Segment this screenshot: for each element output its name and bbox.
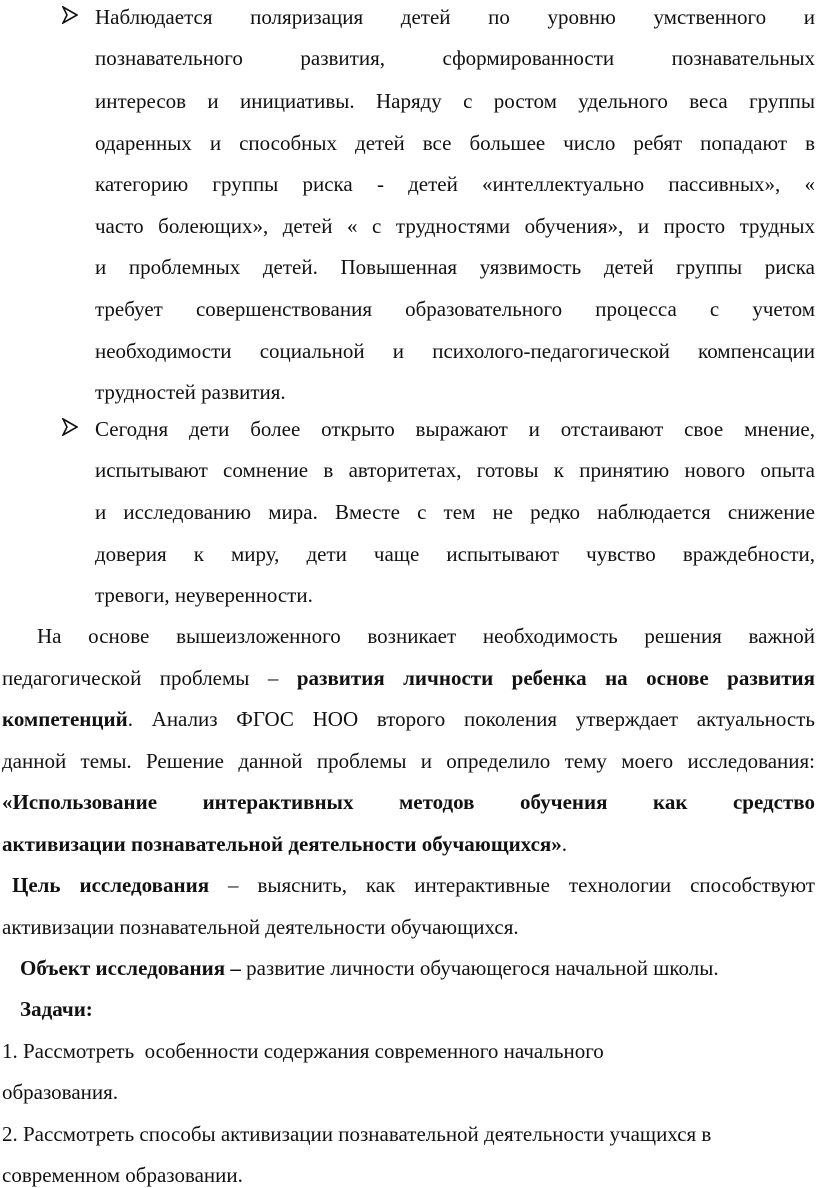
arrow-bullet-icon xyxy=(62,418,78,436)
tasks-heading xyxy=(20,997,815,1021)
bullet-2-line: тревоги, неуверенности. xyxy=(95,583,313,607)
paragraph-bold-text: развития личности ребенка на основе развития xyxy=(296,666,815,690)
bullet-1-line: категорию группы риска - детей «интеллектуально пассивных», « xyxy=(95,172,815,196)
bullet-1-line: познавательного развития, сформированности познавательных xyxy=(95,46,815,70)
task-item-1: 1. Рассмотреть особенности содержания современного начального xyxy=(2,1039,604,1063)
bullet-1-line: трудностей развития. xyxy=(95,380,286,404)
bullet-1-line: часто болеющих», детей « с трудностями обучения», и просто трудных xyxy=(95,214,815,238)
bullet-2-line: доверия к миру, дети чаще испытывают чувство враждебности, xyxy=(95,542,815,566)
goal-line: активизации познавательной деятельности обучающихся. xyxy=(2,915,519,939)
object-label: Объект исследования – xyxy=(20,956,241,980)
bullet-2-line: и исследованию мира. Вместе с тем не редко наблюдается снижение xyxy=(95,500,815,524)
goal-label: Цель исследования xyxy=(12,873,210,897)
paragraph-bold-text: компетенций xyxy=(2,707,128,731)
bullet-1-line: требует совершенствования образовательного процесса с учетом xyxy=(95,297,815,321)
research-topic-line xyxy=(2,832,815,856)
bullet-1-line: необходимости социальной и психолого-педагогической компенсации xyxy=(95,339,815,363)
bullet-2-line: Сегодня дети более открыто выражают и отстаивают свое мнение, xyxy=(95,417,815,441)
bullet-1-line: Наблюдается поляризация детей по уровню умственного и xyxy=(95,5,815,29)
research-topic-line xyxy=(2,790,815,814)
arrow-bullet-icon xyxy=(62,6,78,24)
research-topic-text: «Использование интерактивных методов обучения как средство xyxy=(2,790,815,814)
task-item-2: 2. Рассмотреть способы активизации познавательной деятельности учащихся в xyxy=(2,1122,712,1146)
task-item-2-cont: современном образовании. xyxy=(2,1163,243,1187)
paragraph-line: На основе вышеизложенного возникает необходимость решения важной xyxy=(37,624,815,648)
paragraph-text: педагогической проблемы – xyxy=(2,666,297,690)
paragraph-line xyxy=(2,666,815,690)
research-object xyxy=(20,956,815,980)
paragraph-text: . xyxy=(561,832,568,856)
tasks-heading-text: Задачи: xyxy=(20,997,93,1021)
bullet-1-line: одаренных и способных детей все большее число ребят попадают в xyxy=(95,131,815,155)
bullet-2-line: испытывают сомнение в авторитетах, готовы к принятию нового опыта xyxy=(95,458,815,482)
research-topic-text: активизации познавательной деятельности обучающихся» xyxy=(2,832,562,856)
bullet-1-line: и проблемных детей. Повышенная уязвимость детей группы риска xyxy=(95,255,815,279)
paragraph-line: данной темы. Решение данной проблемы и определило тему моего исследования: xyxy=(2,749,815,773)
paragraph-line xyxy=(2,707,815,731)
paragraph-text: . Анализ ФГОС НОО второго поколения утверждает актуальность xyxy=(127,707,815,731)
bullet-1-line: интересов и инициативы. Наряду с ростом удельного веса группы xyxy=(95,89,815,113)
task-item-1-cont: образования. xyxy=(2,1080,119,1104)
object-text: развитие личности обучающегося начальной школы. xyxy=(240,956,719,980)
goal-text: – выяснить, как интерактивные технологии способствуют xyxy=(209,873,815,897)
goal-line xyxy=(12,873,815,897)
